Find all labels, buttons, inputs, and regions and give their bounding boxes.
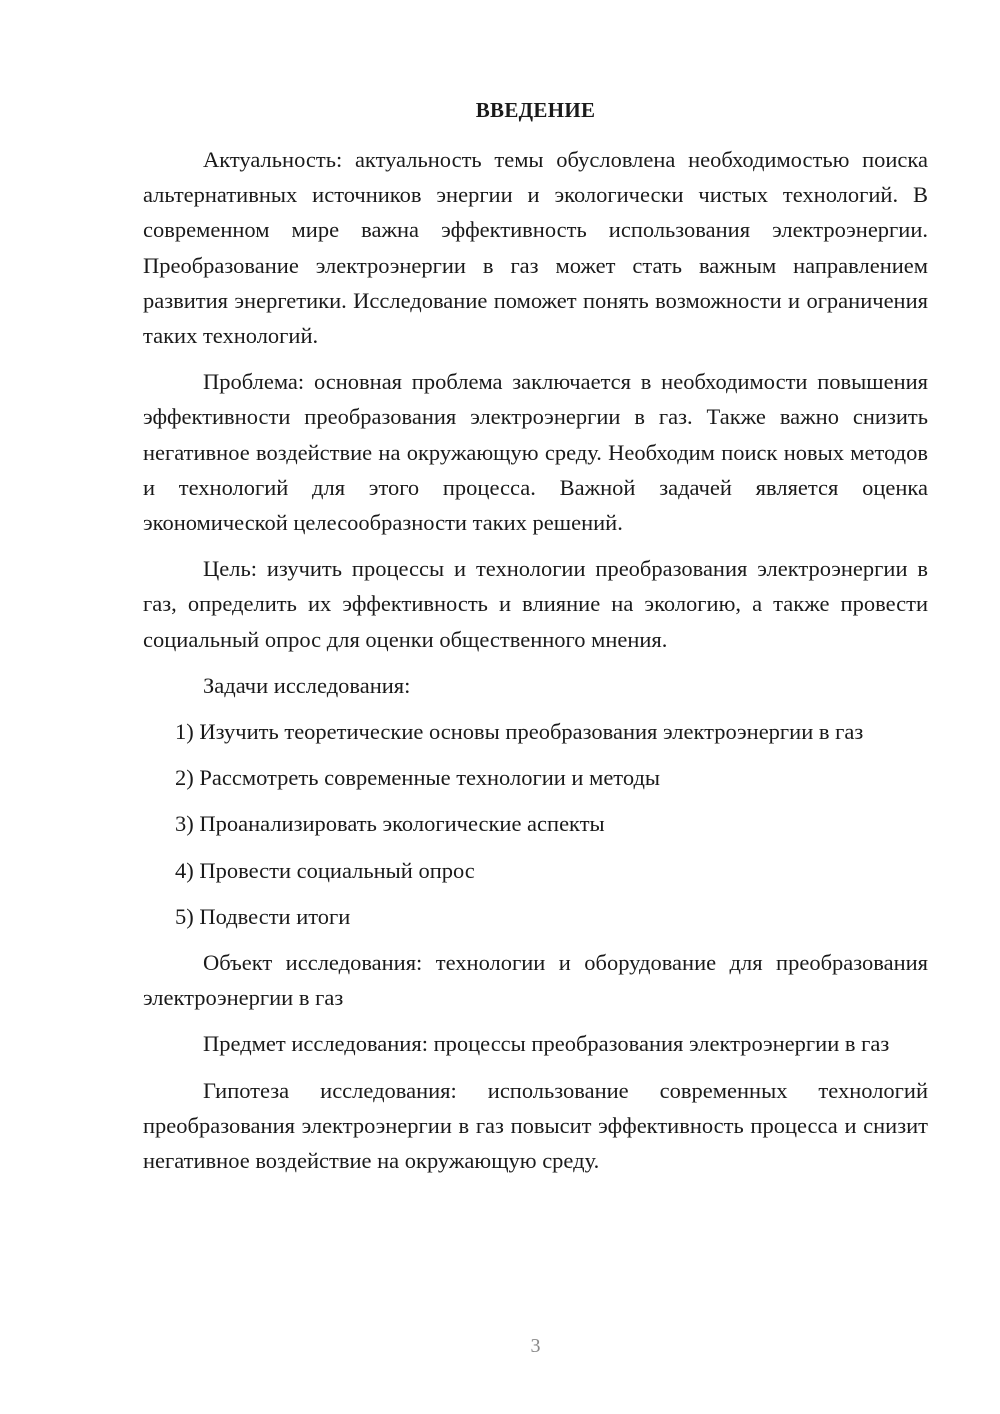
task-item-3: 3) Проанализировать экологические аспекты	[175, 811, 605, 837]
task-item-1: 1) Изучить теоретические основы преобразования электроэнергии в газ	[175, 719, 864, 745]
paragraph-hypothesis: Гипотеза исследования: использование современных технологий преобразования электроэнергии в газ повысит эффективность процесса и снизит негативное воздействие на окружающую среду.	[143, 1077, 928, 1174]
paragraph-problem: Проблема: основная проблема заключается в необходимости повышения эффективности преобразования электроэнергии в газ. Также важно снизить негативное воздействие на окружающую среду. Необходим поиск новых методов и технологий для этого процесса. Важной задачей является оценка экономической целесообразности таких решений.	[143, 369, 928, 536]
task-item-4: 4) Провести социальный опрос	[175, 857, 475, 883]
page-number: 3	[530, 1335, 541, 1357]
tasks-heading: Задачи исследования:	[203, 672, 411, 698]
task-item-2: 2) Рассмотреть современные технологии и методы	[175, 765, 661, 791]
document-body	[143, 142, 928, 1189]
task-item-5: 5) Подвести итоги	[175, 903, 351, 929]
paragraph-object: Объект исследования: технологии и оборудование для преобразования электроэнергии в газ	[143, 950, 928, 1011]
section-title: ВВЕДЕНИЕ	[475, 98, 596, 122]
paragraph-goal: Цель: изучить процессы и технологии преобразования электроэнергии в газ, определить их эффективность и влияние на экологию, а также провести социальный опрос для оценки общественного мнения.	[143, 556, 928, 652]
paragraph-relevance: Актуальность: актуальность темы обусловлена необходимостью поиска альтернативных источников энергии и экологически чистых технологий. В современном мире важна эффективность использования электроэнергии. Преобразование электроэнергии в газ может стать важным направлением развития энергетики. Исследование поможет понять возможности и ограничения таких технологий.	[143, 147, 928, 349]
paragraph-subject: Предмет исследования: процессы преобразования электроэнергии в газ	[203, 1031, 890, 1057]
document-page	[143, 0, 928, 1414]
